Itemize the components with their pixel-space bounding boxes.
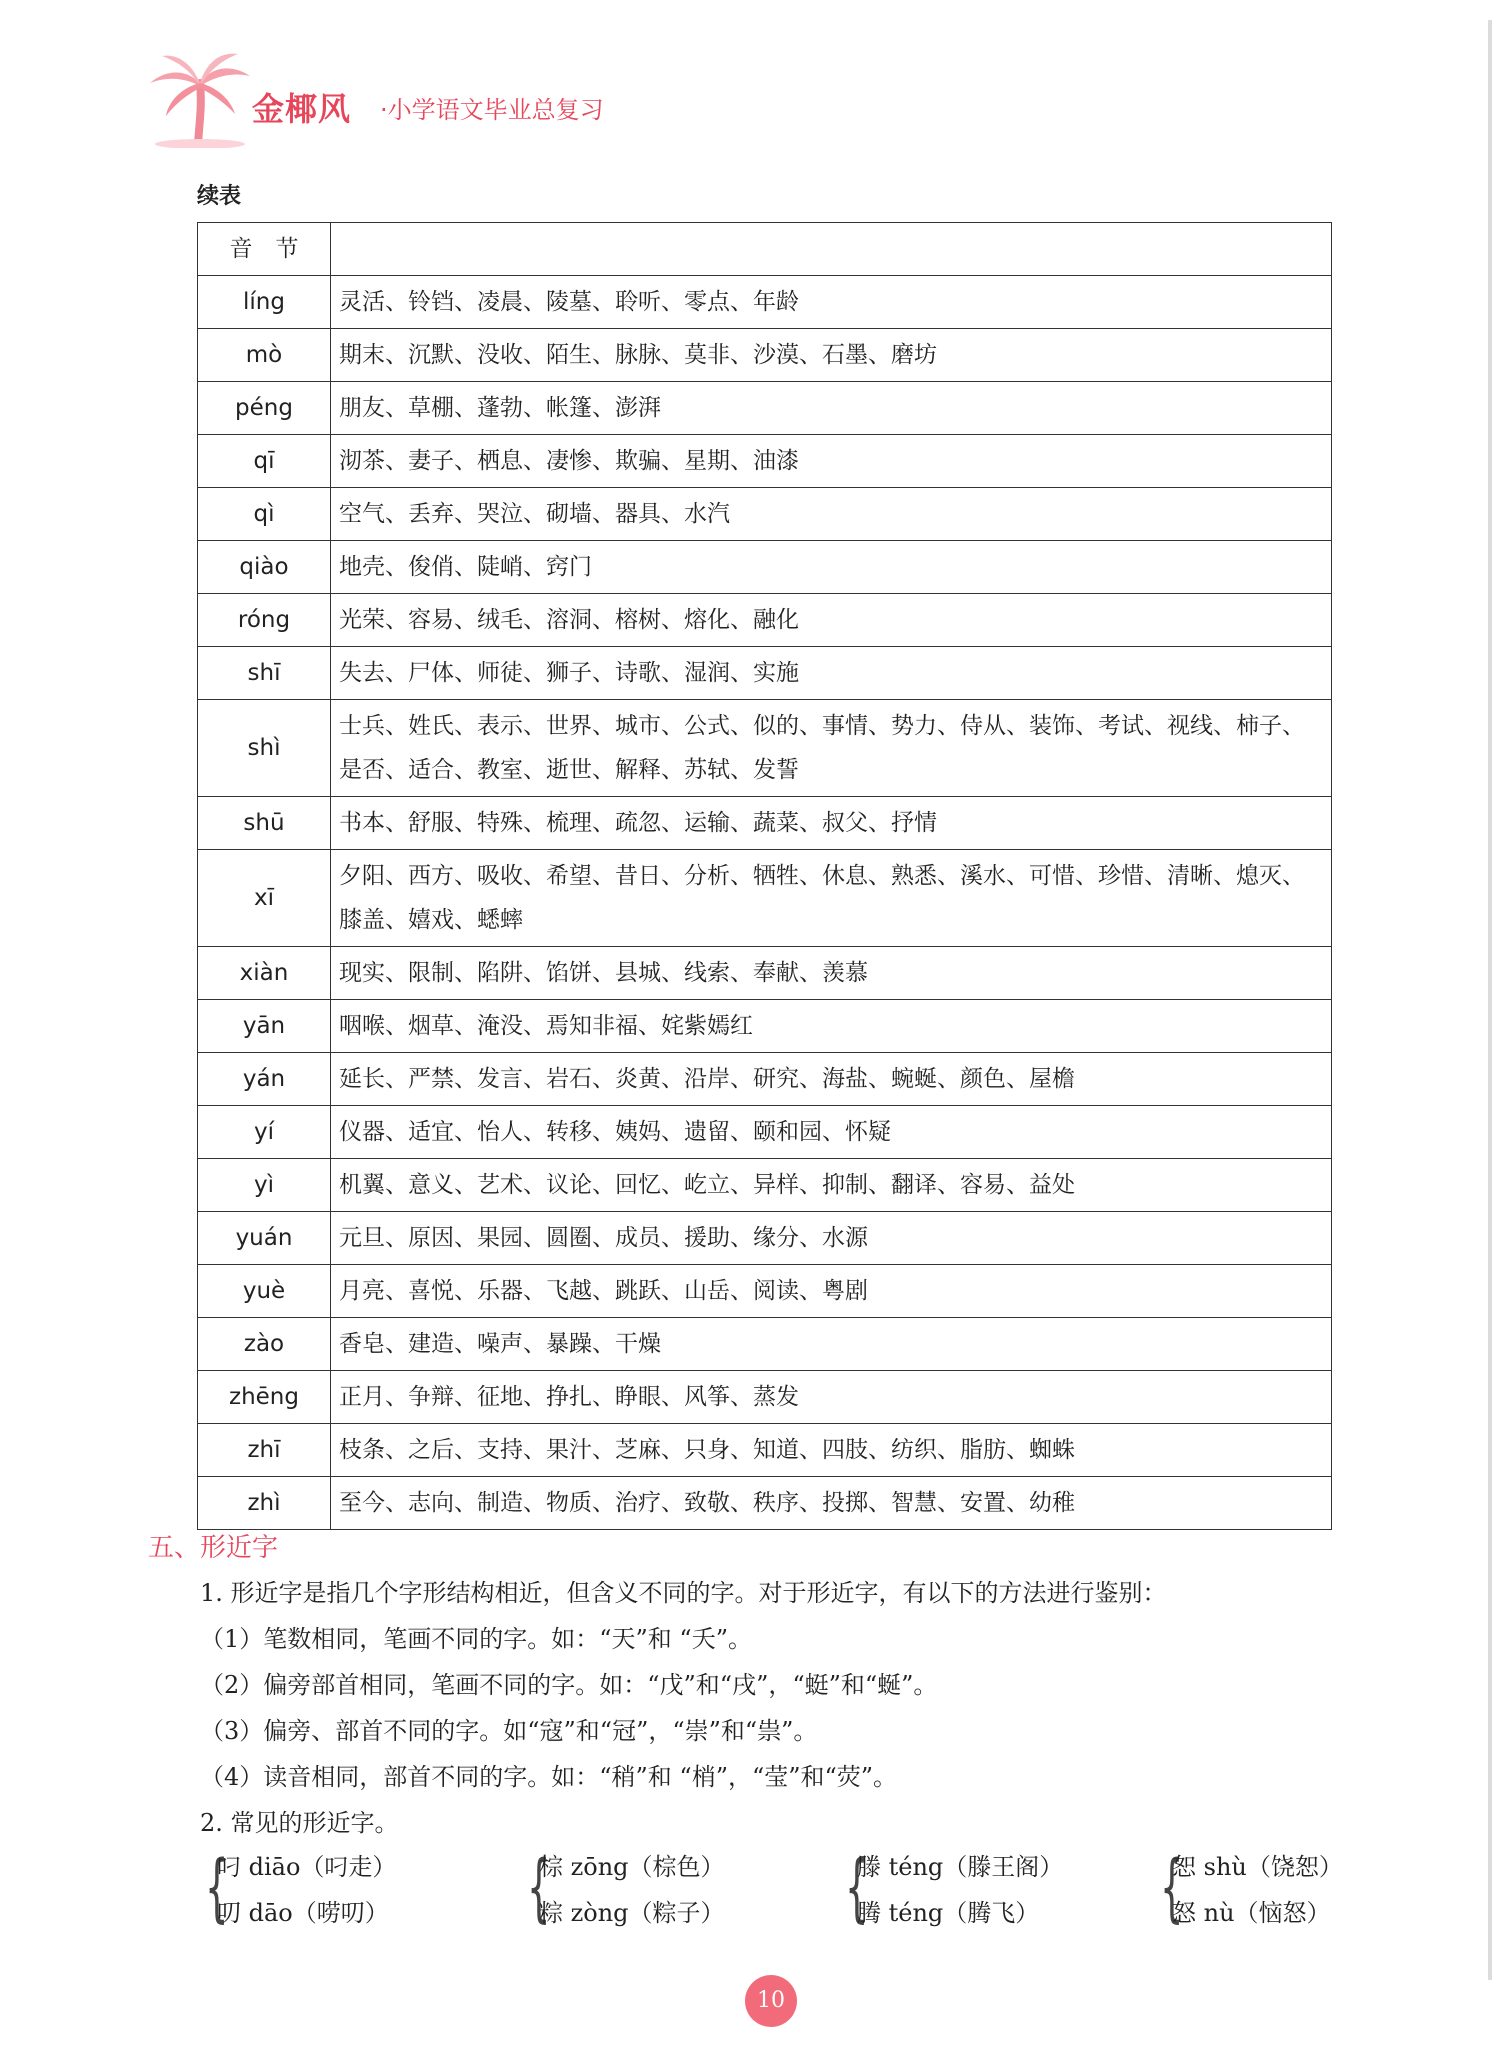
words-cell: 期末、沉默、没收、陌生、脉脉、莫非、沙漠、石墨、磨坊	[331, 329, 1332, 382]
words-cell: 延长、严禁、发言、岩石、炎黄、沿岸、研究、海盐、蜿蜒、颜色、屋檐	[331, 1053, 1332, 1106]
words-cell: 灵活、铃铛、凌晨、陵墓、聆听、零点、年龄	[331, 276, 1332, 329]
words-cell: 香皂、建造、噪声、暴躁、干燥	[331, 1318, 1332, 1371]
syllable-cell: zhì	[198, 1477, 331, 1530]
table-row	[198, 541, 1332, 594]
words-cell: 咽喉、烟草、淹没、焉知非福、姹紫嫣红	[331, 1000, 1332, 1053]
char-pair-second: 怒 nù（恼怒）	[1172, 1899, 1331, 1927]
syllable-cell: shū	[198, 797, 331, 850]
words-cell: 书本、舒服、特殊、梳理、疏忽、运输、蔬菜、叔父、抒情	[331, 797, 1332, 850]
syllable-cell: qiào	[198, 541, 331, 594]
paragraph-method-2: （2）偏旁部首相同，笔画不同的字。如：“戊”和“戌”，“蜓”和“蜒”。	[200, 1671, 938, 1699]
words-cell: 元旦、原因、果园、圆圈、成员、援助、缘分、水源	[331, 1212, 1332, 1265]
syllable-cell: zào	[198, 1318, 331, 1371]
header-words	[331, 223, 1332, 276]
table-row	[198, 382, 1332, 435]
continued-table-label: 续表	[197, 184, 242, 209]
words-cell: 光荣、容易、绒毛、溶洞、榕树、熔化、融化	[331, 594, 1332, 647]
syllable-cell: péng	[198, 382, 331, 435]
table-row	[198, 1000, 1332, 1053]
char-pair-second: 腾 téng（腾飞）	[857, 1899, 1040, 1927]
char-pair-first: 恕 shù（饶恕）	[1172, 1853, 1343, 1881]
page-edge-divider	[1488, 20, 1492, 1980]
brace-icon: {	[1160, 1845, 1184, 1931]
words-cell: 至今、志向、制造、物质、治疗、致敬、秩序、投掷、智慧、安置、幼稚	[331, 1477, 1332, 1530]
table-row	[198, 594, 1332, 647]
words-cell: 沏茶、妻子、栖息、凄惨、欺骗、星期、油漆	[331, 435, 1332, 488]
words-cell: 枝条、之后、支持、果汁、芝麻、只身、知道、四肢、纺织、脂肪、蜘蛛	[331, 1424, 1332, 1477]
words-cell: 机翼、意义、艺术、议论、回忆、屹立、异样、抑制、翻译、容易、益处	[331, 1159, 1332, 1212]
table-row	[198, 647, 1332, 700]
table-row	[198, 850, 1332, 947]
brace-icon: {	[205, 1845, 229, 1931]
words-cell: 正月、争辩、征地、挣扎、睁眼、风筝、蒸发	[331, 1371, 1332, 1424]
table-row	[198, 1477, 1332, 1530]
syllable-cell: zhēng	[198, 1371, 331, 1424]
syllable-cell: yán	[198, 1053, 331, 1106]
pinyin-table	[197, 222, 1332, 1530]
table-row	[198, 947, 1332, 1000]
similar-characters-list	[205, 1845, 1343, 1935]
table-row	[198, 329, 1332, 382]
table-row	[198, 1159, 1332, 1212]
char-pair-second: 叨 dāo（唠叨）	[217, 1899, 389, 1927]
syllable-cell: zhī	[198, 1424, 331, 1477]
syllable-cell: xiàn	[198, 947, 331, 1000]
words-cell: 现实、限制、陷阱、馅饼、县城、线索、奉献、羡慕	[331, 947, 1332, 1000]
brace-icon: {	[527, 1845, 551, 1931]
header	[140, 48, 740, 148]
table-row	[198, 435, 1332, 488]
char-pair-second: 粽 zòng（粽子）	[539, 1899, 725, 1927]
table-row	[198, 700, 1332, 797]
words-cell: 仪器、适宜、怡人、转移、姨妈、遗留、颐和园、怀疑	[331, 1106, 1332, 1159]
table-row	[198, 1265, 1332, 1318]
syllable-cell: yí	[198, 1106, 331, 1159]
book-subtitle: ·小学语文毕业总复习	[380, 96, 604, 124]
syllable-cell: líng	[198, 276, 331, 329]
table-row	[198, 1371, 1332, 1424]
words-cell: 朋友、草棚、蓬勃、帐篷、澎湃	[331, 382, 1332, 435]
table-row	[198, 276, 1332, 329]
palm-tree-logo-icon	[140, 48, 260, 148]
paragraph-common-list: 2. 常见的形近字。	[200, 1809, 399, 1837]
brand-name: 金椰风	[252, 90, 352, 128]
table-row	[198, 1106, 1332, 1159]
syllable-cell: qì	[198, 488, 331, 541]
table-row	[198, 1424, 1332, 1477]
table-row	[198, 797, 1332, 850]
words-cell: 士兵、姓氏、表示、世界、城市、公式、似的、事情、势力、侍从、装饰、考试、视线、柿子、是否、适合、教室、逝世、解释、苏轼、发誓	[331, 700, 1332, 797]
table-row	[198, 1212, 1332, 1265]
words-cell: 空气、丢弃、哭泣、砌墙、器具、水汽	[331, 488, 1332, 541]
syllable-cell: yuán	[198, 1212, 331, 1265]
char-pair-first: 棕 zōng（棕色）	[539, 1853, 725, 1881]
paragraph-intro: 1. 形近字是指几个字形结构相近，但含义不同的字。对于形近字，有以下的方法进行鉴别：	[200, 1579, 1167, 1607]
header-syllable: 音 节	[198, 223, 331, 276]
syllable-cell: shī	[198, 647, 331, 700]
page-number: 10	[745, 1975, 797, 2027]
syllable-cell: qī	[198, 435, 331, 488]
syllable-cell: yì	[198, 1159, 331, 1212]
words-cell: 失去、尸体、师徒、狮子、诗歌、湿润、实施	[331, 647, 1332, 700]
paragraph-method-3: （3）偏旁、部首不同的字。如“寇”和“冠”，“崇”和“祟”。	[200, 1717, 818, 1745]
syllable-cell: yān	[198, 1000, 331, 1053]
table-row	[198, 488, 1332, 541]
table-header-row	[198, 223, 1332, 276]
paragraph-method-1: （1）笔数相同，笔画不同的字。如：“天”和 “夭”。	[200, 1625, 752, 1653]
syllable-cell: yuè	[198, 1265, 331, 1318]
words-cell: 月亮、喜悦、乐器、飞越、跳跃、山岳、阅读、粤剧	[331, 1265, 1332, 1318]
words-cell: 夕阳、西方、吸收、希望、昔日、分析、牺牲、休息、熟悉、溪水、可惜、珍惜、清晰、熄灭、膝盖、嬉戏、蟋蟀	[331, 850, 1332, 947]
words-cell: 地壳、俊俏、陡峭、窍门	[331, 541, 1332, 594]
paragraph-method-4: （4）读音相同，部首不同的字。如：“稍”和 “梢”，“莹”和“荧”。	[200, 1763, 898, 1791]
syllable-cell: mò	[198, 329, 331, 382]
brace-icon: {	[845, 1845, 869, 1931]
table-row	[198, 1053, 1332, 1106]
char-pair-first: 叼 diāo（叼走）	[217, 1853, 397, 1881]
section-title: 五、形近字	[148, 1533, 279, 1563]
syllable-cell: shì	[198, 700, 331, 797]
table-row	[198, 1318, 1332, 1371]
char-pair-first: 滕 téng（滕王阁）	[857, 1853, 1064, 1881]
syllable-cell: róng	[198, 594, 331, 647]
syllable-cell: xī	[198, 850, 331, 947]
